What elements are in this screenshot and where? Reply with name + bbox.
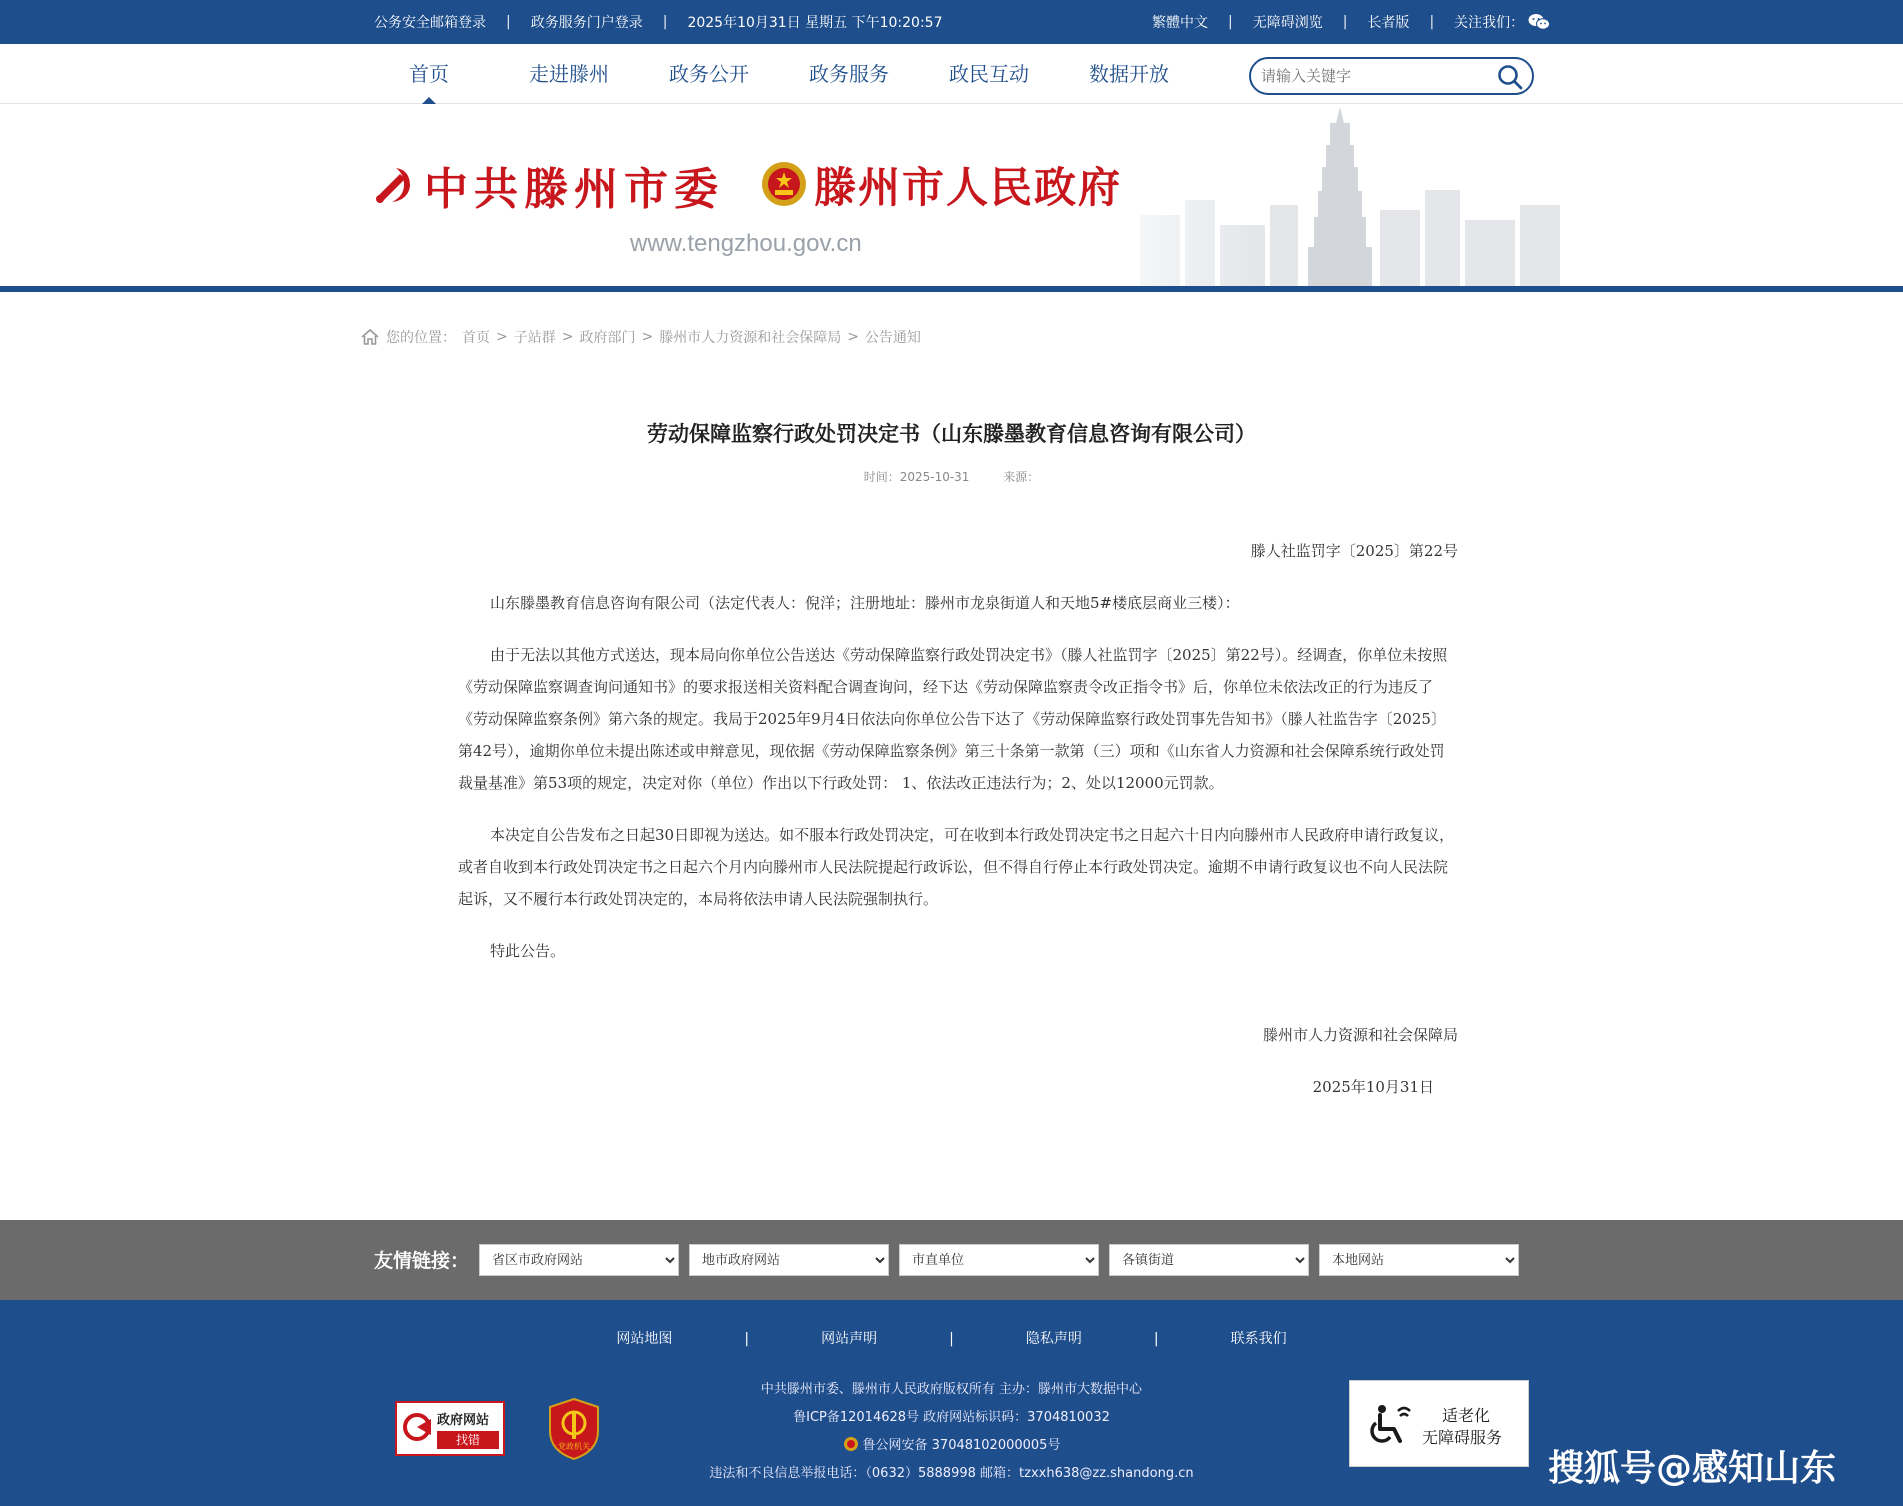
footer-report-contact: 违法和不良信息举报电话：（0632）5888998 邮箱：tzxxh638@zz.shandong.cn	[709, 1466, 1194, 1481]
error-report-icon	[401, 1409, 437, 1449]
nav-open-data[interactable]: 数据开放	[1089, 62, 1169, 86]
badge-sub: 找错	[437, 1431, 499, 1449]
footer	[0, 1300, 1903, 1506]
gov-name: 滕州市人民政府	[814, 163, 1123, 212]
home-icon	[360, 328, 380, 346]
friend-links-label: 友情链接：	[374, 1250, 470, 1272]
footer-icp[interactable]: 鲁ICP备12014628号 政府网站标识码：3704810032	[793, 1410, 1110, 1425]
select-towns[interactable]	[1109, 1244, 1309, 1276]
article-body	[458, 535, 1458, 1123]
sign-date: 2025年10月31日	[1312, 1078, 1434, 1096]
gov-site-error-report-badge[interactable]	[395, 1401, 505, 1456]
site-banner	[0, 105, 1903, 287]
friend-links-bar	[0, 1220, 1903, 1300]
wechat-icon[interactable]	[1528, 13, 1550, 31]
breadcrumb-hrss-bureau[interactable]: 滕州市人力资源和社会保障局	[659, 330, 842, 346]
source-watermark: 搜狐号@感知山东	[1548, 1448, 1837, 1489]
follow-us-label: 关注我们：	[1454, 15, 1525, 31]
breadcrumb-label: 您的位置：	[386, 330, 456, 346]
banner-divider	[0, 286, 1903, 292]
nav-home[interactable]: 首页	[409, 44, 449, 104]
breadcrumb-subsites[interactable]: 子站群	[513, 330, 556, 346]
breadcrumb-home[interactable]: 首页	[462, 330, 490, 346]
article-source: 来源：	[1003, 470, 1040, 484]
party-gov-org-badge[interactable]	[546, 1397, 602, 1461]
nav-gov-services[interactable]: 政务服务	[809, 62, 889, 86]
article-title: 劳动保障监察行政处罚决定书（山东滕墨教育信息咨询有限公司）	[647, 422, 1256, 446]
accessibility-link[interactable]: 无障碍浏览	[1252, 15, 1323, 31]
nav-interaction[interactable]: 政民互动	[949, 62, 1029, 86]
party-emblem-icon	[370, 162, 416, 208]
search-icon[interactable]	[1496, 63, 1524, 91]
signer: 滕州市人力资源和社会保障局	[1262, 1026, 1458, 1044]
breadcrumb-notices[interactable]: 公告通知	[864, 330, 921, 346]
article-time: 时间：2025-10-31	[863, 470, 970, 484]
elder-accessibility-service[interactable]	[1349, 1380, 1529, 1467]
accessible-service-label: 无障碍服务	[1422, 1428, 1503, 1447]
gov-logo	[760, 160, 1122, 210]
document-number: 滕人社监罚字〔2025〕第22号	[1250, 542, 1458, 560]
top-bar: 公务安全邮箱登录 | 政务服务门户登录 | 2025年10月31日 星期五 下午10:20:57 繁體中文 | 无障碍浏览 | 长者版 | 关注我们：	[0, 0, 1903, 44]
gov-service-login-link[interactable]: 政务服务门户登录	[530, 15, 643, 31]
site-url: www.tengzhou.gov.cn	[630, 230, 862, 257]
select-province-sites[interactable]	[479, 1244, 679, 1276]
article-meta	[0, 468, 1903, 485]
elder-friendly-label: 适老化	[1442, 1406, 1491, 1425]
footer-copyright: 中共滕州市委、滕州市人民政府版权所有 主办：滕州市大数据中心	[760, 1382, 1143, 1397]
search-box	[1249, 57, 1534, 95]
footer-links: 网站地图 | 网站声明 | 隐私声明 | 联系我们	[616, 1331, 1287, 1347]
paragraph-3: 特此公告。	[490, 942, 566, 960]
elder-version-link[interactable]: 长者版	[1367, 15, 1410, 31]
footer-privacy-link[interactable]: 隐私声明	[1025, 1331, 1082, 1347]
party-gov-badge-text: 党政机关	[558, 1442, 590, 1451]
footer-contact-link[interactable]: 联系我们	[1230, 1331, 1287, 1347]
addressee: 山东滕墨教育信息咨询有限公司（法定代表人：倪洋；注册地址：滕州市龙泉街道人和天地5#楼底层商业三楼）：	[490, 594, 1240, 612]
national-emblem-icon	[760, 160, 808, 210]
datetime-display: 2025年10月31日 星期五 下午10:20:57	[687, 15, 943, 31]
footer-statement-link[interactable]: 网站声明	[821, 1331, 878, 1347]
paragraph-2: 本决定自公告发布之日起30日即视为送达。如不服本行政处罚决定，可在收到本行政处罚决定书之日起六十日内向滕州市人民政府申请行政复议，或者自收到本行政处罚决定书之日起六个月内向滕州市人民法院提起行政诉讼，但不得自行停止本行政处罚决定。逾期不申请行政复议也不向人民法院起诉，又不履行本行政处罚决定的，本局将依法申请人民法院强制执行。	[458, 826, 1455, 908]
nav-about-tengzhou[interactable]: 走进滕州	[529, 62, 609, 86]
breadcrumb-departments[interactable]: 政府部门	[579, 330, 636, 346]
breadcrumb: 您的位置： 首页 > 子站群 > 政府部门 > 滕州市人力资源和社会保障局 > 公告通知	[360, 327, 927, 347]
search-input[interactable]	[1261, 59, 1491, 93]
select-city-sites[interactable]	[689, 1244, 889, 1276]
police-badge-icon	[843, 1436, 859, 1452]
select-city-units[interactable]	[899, 1244, 1099, 1276]
paragraph-1: 由于无法以其他方式送达，现本局向你单位公告送达《劳动保障监察行政处罚决定书》（滕人社监罚字〔2025〕第22号）。经调查，你单位未按照《劳动保障监察调查询问通知书》的要求报送相关资料配合调查询问，经下达《劳动保障监察责令改正指令书》后，你单位未依法改正的行为违反了《劳动保障监察条例》第六条的规定。我局于2025年9月4日依法向你单位公告下达了《劳动保障监察行政处罚事先告知书》（滕人社监告字〔2025〕第42号），逾期你单位未提出陈述或申辩意见，现依据《劳动保障监察条例》第三十条第一款第（三）项和《山东省人力资源和社会保障系统行政处罚裁量基准》第53项的规定，决定对你（单位）作出以下行政处罚： 1、依法改正违法行为；2、处以12000元罚款。	[458, 646, 1448, 792]
city-skyline-image	[1080, 105, 1580, 287]
party-committee-name: 中共滕州市委	[424, 164, 724, 215]
badge-title: 政府网站	[437, 1413, 490, 1428]
footer-sitemap-link[interactable]: 网站地图	[616, 1331, 673, 1347]
select-local-sites[interactable]	[1319, 1244, 1519, 1276]
main-nav	[0, 44, 1903, 104]
party-logo	[370, 160, 724, 215]
accessibility-icon	[1368, 1401, 1416, 1449]
traditional-chinese-link[interactable]: 繁體中文	[1152, 15, 1208, 31]
footer-police-record[interactable]: 鲁公网安备 37048102000005号	[0, 1434, 1903, 1453]
nav-gov-affairs-open[interactable]: 政务公开	[669, 62, 749, 86]
gov-mail-login-link[interactable]: 公务安全邮箱登录	[374, 15, 486, 31]
